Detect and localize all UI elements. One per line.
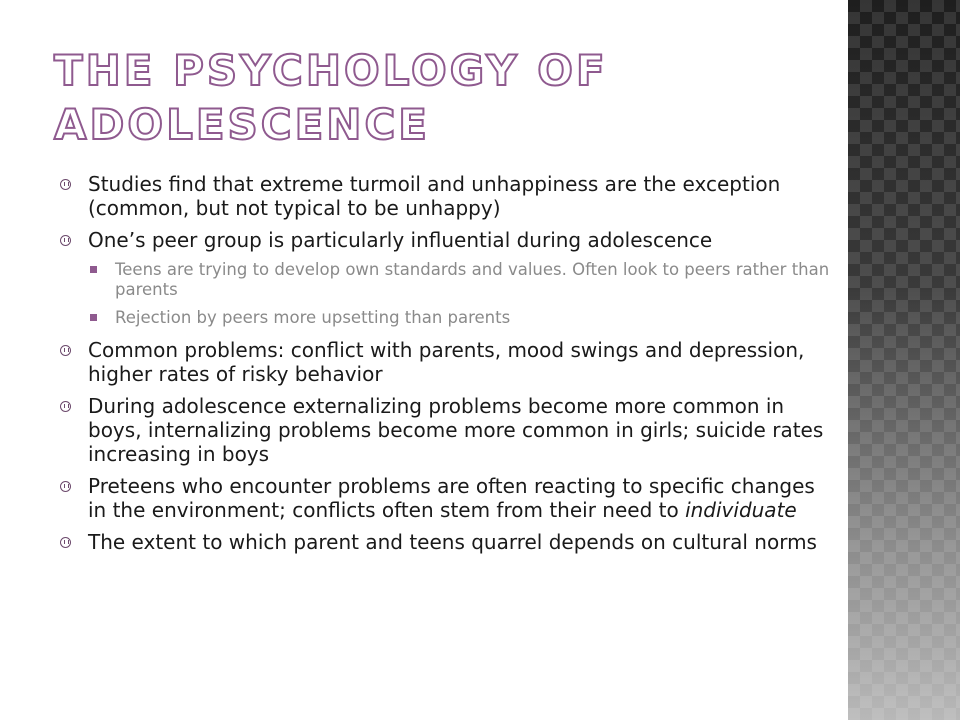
bullet-text: Common problems: conflict with parents, mood swings and depression, higher rates of risky behavior bbox=[88, 338, 805, 386]
circled-bullet-icon bbox=[60, 179, 71, 190]
bullet-text: Preteens who encounter problems are often reacting to specific changes in the environment; conflicts often stem from their need to bbox=[88, 474, 815, 522]
emphasized-term: individuate bbox=[685, 498, 797, 522]
sub-bullet-text: Rejection by peers more upsetting than parents bbox=[115, 308, 511, 327]
bullet-item bbox=[58, 474, 838, 522]
decorative-side-panel bbox=[848, 0, 960, 720]
bullet-item bbox=[58, 530, 838, 554]
bullet-text: The extent to which parent and teens quarrel depends on cultural norms bbox=[88, 530, 817, 554]
circled-bullet-icon bbox=[60, 481, 71, 492]
bullet-text: One’s peer group is particularly influential during adolescence bbox=[88, 228, 713, 252]
sub-bullet-text: Teens are trying to develop own standards and values. Often look to peers rather than parents bbox=[115, 260, 830, 299]
circled-bullet-icon bbox=[60, 537, 71, 548]
slide-content bbox=[58, 172, 838, 562]
bullet-item bbox=[58, 394, 838, 466]
square-bullet-icon bbox=[90, 266, 97, 273]
square-bullet-icon bbox=[90, 314, 97, 321]
bullet-text: Studies find that extreme turmoil and unhappiness are the exception (common, but not typical to be unhappy) bbox=[88, 172, 781, 220]
slide-title: THE PSYCHOLOGY OF ADOLESCENCE bbox=[54, 46, 608, 149]
sub-bullet-item bbox=[58, 260, 838, 300]
bullet-item bbox=[58, 338, 838, 386]
circled-bullet-icon bbox=[60, 235, 71, 246]
circled-bullet-icon bbox=[60, 345, 71, 356]
circled-bullet-icon bbox=[60, 401, 71, 412]
bullet-item bbox=[58, 172, 838, 220]
bullet-item bbox=[58, 228, 838, 252]
bullet-text: During adolescence externalizing problems become more common in boys, internalizing problems become more common in girls; suicide rates increasing in boys bbox=[88, 394, 824, 466]
sub-bullet-item bbox=[58, 308, 838, 328]
